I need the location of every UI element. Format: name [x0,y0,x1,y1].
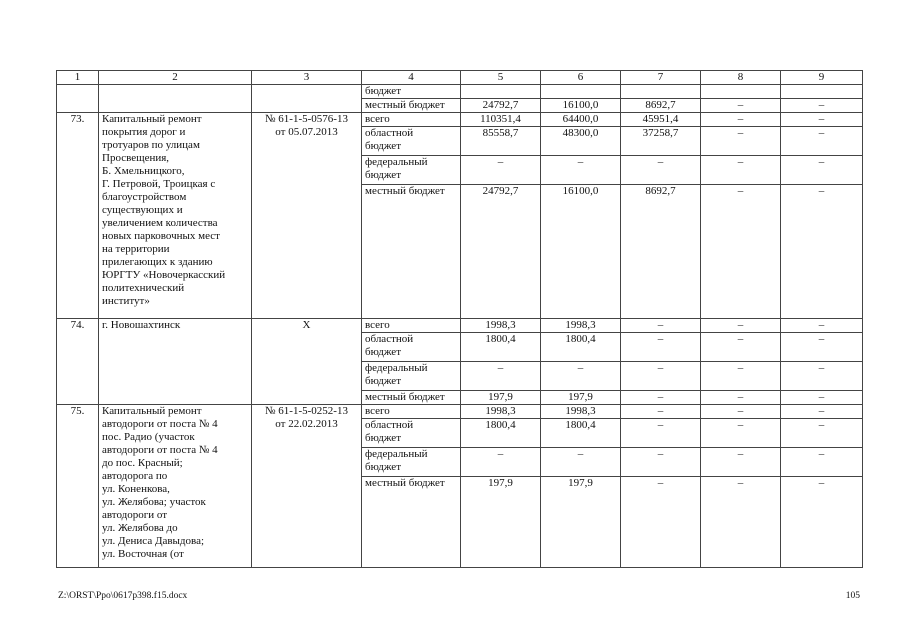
col-header-5: 5 [461,71,541,85]
value-cell: 48300,0 [541,127,621,156]
value-cell: – [621,319,701,333]
budget-label [362,185,461,319]
description-line: автодороги от поста № 4 [102,418,218,430]
budget-label-line: бюджет [365,432,401,444]
value-cell: – [621,405,701,419]
value-cell: 1800,4 [461,419,541,448]
value-cell: 197,9 [541,391,621,405]
document-number-line: № 61-1-5-0252-13 [265,405,348,417]
value-cell: – [701,419,781,448]
description-line: пос. Радио (участок [102,431,195,443]
budget-label-line: всего [365,405,390,417]
value-cell: 197,9 [461,477,541,568]
value-cell: – [781,477,863,568]
value-cell: – [621,419,701,448]
description-line: покрытия дорог и [102,126,186,138]
value-cell: – [541,362,621,391]
value-cell: 197,9 [461,391,541,405]
value-cell: – [461,362,541,391]
value-cell [541,85,621,99]
value-cell: – [621,477,701,568]
value-cell [461,85,541,99]
budget-label [362,405,461,419]
value-cell: – [781,419,863,448]
budget-label-line: местный бюджет [365,477,445,489]
value-cell: 1800,4 [541,419,621,448]
row-number: 75. [57,405,99,568]
table-body [57,85,863,568]
value-cell: – [781,156,863,185]
description-line: автодорога по [102,470,168,482]
object-description [99,113,252,319]
value-cell: 1800,4 [541,333,621,362]
description-line: Капитальный ремонт [102,113,202,125]
row-number: 74. [57,319,99,405]
description-line: политехнический [102,282,185,294]
row-number: 73. [57,113,99,319]
value-cell: – [781,319,863,333]
description-line: ул. Желябова до [102,522,178,534]
document-number [252,113,362,319]
budget-label-line: всего [365,319,390,331]
value-cell: – [701,405,781,419]
col-header-1: 1 [57,71,99,85]
value-cell: – [781,391,863,405]
value-cell: – [701,319,781,333]
budget-label-line: федеральный [365,448,428,460]
description-line: ул. Коненкова, [102,483,170,495]
budget-label [362,477,461,568]
value-cell: 85558,7 [461,127,541,156]
value-cell: – [541,448,621,477]
description-line: г. Новошахтинск [102,319,181,331]
description-line: автодороги от [102,509,168,521]
description-line: институт» [102,295,150,307]
description-line: прилегающих к зданию [102,256,213,268]
budget-label-line: областной [365,127,414,139]
footer-page-number: 105 [845,591,860,601]
value-cell: – [621,391,701,405]
description-line: ЮРГТУ «Новочеркасский [102,269,226,281]
value-cell: – [461,156,541,185]
col-header-6: 6 [541,71,621,85]
value-cell: – [781,333,863,362]
table-row [57,405,863,419]
value-cell: 1998,3 [541,405,621,419]
col-header-2: 2 [99,71,252,85]
description-line: увеличением количества [102,217,218,229]
value-cell: 8692,7 [621,99,701,113]
description-line: существующих и [102,204,183,216]
budget-label: местный бюджет [362,99,461,113]
value-cell: – [541,156,621,185]
col-header-9: 9 [781,71,863,85]
budget-label-line: бюджет [365,346,401,358]
description-line: ул. Дениса Давыдова; [102,535,205,547]
value-cell: 16100,0 [541,99,621,113]
value-cell: 1998,3 [461,405,541,419]
value-cell: – [781,362,863,391]
description-line: до пос. Красный; [102,457,183,469]
document-number [252,405,362,568]
cont-num-cell [57,85,99,113]
document-number-line: № 61-1-5-0576-13 [265,113,348,125]
value-cell: – [701,362,781,391]
value-cell: – [621,156,701,185]
budget-label-line: областной [365,419,414,431]
value-cell: 1998,3 [461,319,541,333]
value-cell: 1800,4 [461,333,541,362]
budget-label [362,391,461,405]
description-line: автодороги от поста № 4 [102,444,218,456]
budget-label [362,319,461,333]
value-cell [781,85,863,99]
description-line: ул. Желябова; участок [102,496,206,508]
document-number-line: от 22.02.2013 [275,418,338,430]
description-line: Б. Хмельницкого, [102,165,185,177]
value-cell [621,85,701,99]
value-cell: 1998,3 [541,319,621,333]
value-cell: – [701,113,781,127]
value-cell: – [701,127,781,156]
budget-table [56,70,863,568]
value-cell: – [781,448,863,477]
value-cell: – [701,448,781,477]
budget-label [362,113,461,127]
value-cell: – [701,477,781,568]
budget-label-line: федеральный [365,362,428,374]
budget-label [362,448,461,477]
budget-label-line: бюджет [365,375,401,387]
budget-label [362,362,461,391]
continuation-row [57,85,863,99]
description-line: новых парковочных мест [102,230,220,242]
budget-label-line: всего [365,113,390,125]
description-line: благоустройством [102,191,187,203]
value-cell: – [781,185,863,319]
value-cell [701,85,781,99]
object-description [99,405,252,568]
value-cell: – [621,333,701,362]
budget-label [362,333,461,362]
cont-desc-cell [99,85,252,113]
value-cell: 110351,4 [461,113,541,127]
description-line: Просвещения, [102,152,170,164]
cont-docno-cell [252,85,362,113]
value-cell: – [621,448,701,477]
description-line: тротуаров по улицам [102,139,200,151]
budget-label-line: бюджет [365,461,401,473]
value-cell: – [701,156,781,185]
col-header-3: 3 [252,71,362,85]
value-cell: – [781,405,863,419]
value-cell: 16100,0 [541,185,621,319]
value-cell: 197,9 [541,477,621,568]
budget-label-line: местный бюджет [365,391,445,403]
value-cell: – [701,99,781,113]
table-row [57,319,863,333]
value-cell: 45951,4 [621,113,701,127]
budget-label-line: областной [365,333,414,345]
value-cell: 8692,7 [621,185,701,319]
description-line: Капитальный ремонт [102,405,202,417]
document-number-line: от 05.07.2013 [275,126,338,138]
document-number [252,319,362,405]
value-cell: 37258,7 [621,127,701,156]
value-cell: – [701,391,781,405]
description-line: ул. Восточная (от [102,548,184,560]
budget-label-line: местный бюджет [365,185,445,197]
value-cell: 64400,0 [541,113,621,127]
budget-label-line: бюджет [365,140,401,152]
header-row [57,71,863,85]
value-cell: 24792,7 [461,99,541,113]
value-cell: – [701,333,781,362]
table-row [57,113,863,127]
budget-label [362,419,461,448]
value-cell: – [781,99,863,113]
col-header-8: 8 [701,71,781,85]
col-header-7: 7 [621,71,701,85]
budget-label [362,127,461,156]
budget-label-line: бюджет [365,169,401,181]
budget-label: бюджет [362,85,461,99]
value-cell: – [461,448,541,477]
value-cell: – [781,127,863,156]
value-cell: 24792,7 [461,185,541,319]
value-cell: – [781,113,863,127]
budget-label-line: федеральный [365,156,428,168]
object-description [99,319,252,405]
description-line: Г. Петровой, Троицкая с [102,178,216,190]
footer-file-path: Z:\ORST\Ppo\0617p398.f15.docx [58,591,188,601]
value-cell: – [701,185,781,319]
document-number-line: Х [302,319,311,331]
value-cell: – [621,362,701,391]
description-line: на территории [102,243,170,255]
budget-label [362,156,461,185]
col-header-4: 4 [362,71,461,85]
